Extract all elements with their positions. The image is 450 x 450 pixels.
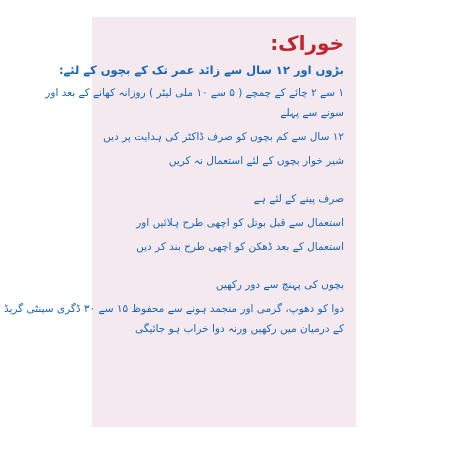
section-gap	[102, 177, 344, 191]
section-gap-2	[102, 263, 344, 277]
dosage-card	[3, 17, 356, 427]
adult-dose-line-1: ۱ سے ۲ چائے کے چمچے ( ۵ سے ۱۰ ملی لیٹر ) روزانہ کھانے کے بعد اور	[45, 87, 344, 99]
storage-line-1: دوا کو دھوپ، گرمی اور منجمد ہونے سے محفوظ ۱۵ سے ۳۰ ڈگری سینٹی گریڈ	[3, 303, 344, 315]
children-under-12-instruction: ۱۲ سال سے کم بچوں کو صرف ڈاکٹر کی ہدایت پر دیں	[103, 131, 344, 143]
close-after-use-note: استعمال کے بعد ڈھکن کو اچھی طرح بند کر دیں	[136, 241, 344, 253]
storage-line-2: کے درمیان میں رکھیں ورنہ دوا خراب ہو جائیگی	[134, 323, 344, 335]
shake-before-use-note: استعمال سے قبل بوتل کو اچھی طرح ہلائیں اور	[136, 217, 344, 229]
infants-warning: شیر خوار بچوں کے لئے استعمال نہ کریں	[168, 155, 344, 167]
dosage-title: خوراک:	[270, 31, 344, 55]
adults-subheading: بڑوں اور ۱۲ سال سے زائد عمر تک کے بچوں کے لئے:	[58, 63, 344, 77]
keep-from-children-note: بچوں کی پہنچ سے دور رکھیں	[215, 279, 344, 291]
adult-dose-line-2: سونے سے پہلے	[280, 107, 344, 119]
drinking-only-note: صرف پینے کے لئے ہے	[253, 193, 344, 205]
